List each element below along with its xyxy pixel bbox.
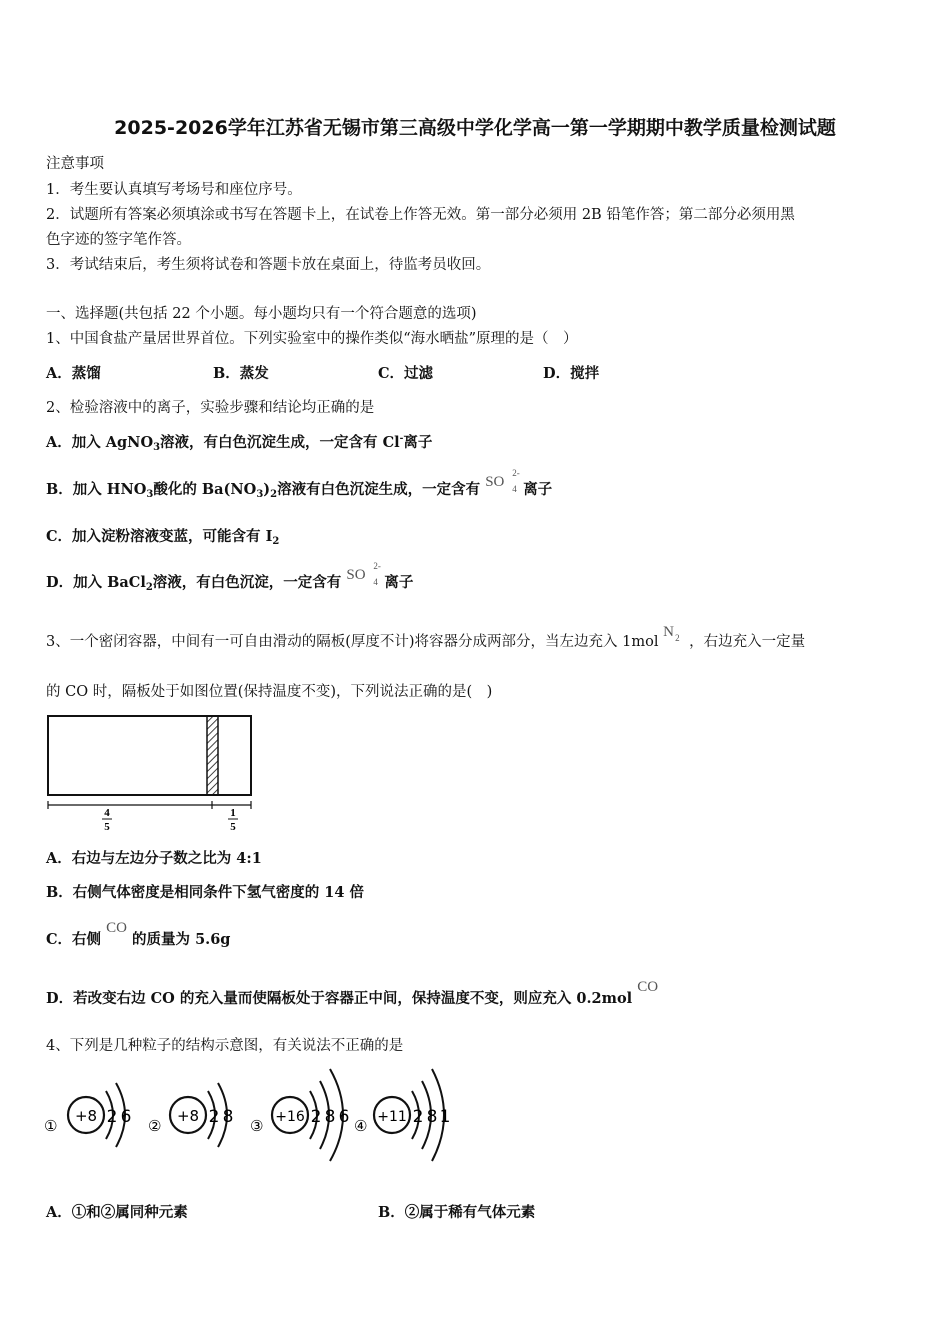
question-3-stem-line2: 的 CO 时，隔板处于如图位置(保持温度不变)，下列说法正确的是( ) [46,684,493,700]
shell-count: 2 [208,1107,220,1127]
q3-option-a: A．右边与左边分子数之比为 4:1 [46,850,262,867]
nucleus-charge: +8 [176,1107,200,1125]
particle-2 [148,1083,233,1147]
left-fraction-denominator: 5 [104,821,110,833]
q2-option-b: B．加入 $HNO_3$酸化的 $Ba(NO_3)_2$溶液有白色沉淀生成，一定含有 SO 4 2- 离子 [46,468,553,500]
co-formula: CO [106,920,127,936]
notice-item: 3．考试结束后，考生须将试卷和答题卡放在桌面上，待监考员收回。 [46,257,491,273]
particle-label: ② [148,1117,162,1135]
q1-option-c: C．过滤 [378,365,434,382]
q2-option-c: C．加入淀粉溶液变蓝，可能含有 $I_2$ [46,528,280,547]
shell-count: 8 [222,1107,234,1127]
shell-count: 2 [412,1107,424,1127]
partition [207,716,218,795]
container-diagram [46,713,256,835]
sulfate-formula: SO 4 2- [346,561,381,587]
co-formula: CO [637,979,659,995]
notice-item: 1．考生要认真填写考场号和座位序号。 [46,182,302,198]
q2-option-d: D．加入 BaCl$_2$溶液，有白色沉淀，一定含有 SO 4 2- 离子 [46,561,414,593]
atom-diagrams [40,1063,460,1169]
sulfate-formula: SO 4 2- [485,468,520,494]
q1-option-b: B．蒸发 [213,365,269,382]
container-outline [48,716,251,795]
particle-label: ④ [354,1117,368,1135]
left-fraction-numerator: 4 [104,807,110,819]
nucleus-charge: +8 [74,1107,98,1125]
question-4-stem: 4、下列是几种粒子的结构示意图，有关说法不正确的是 [46,1038,404,1054]
right-fraction-numerator: 1 [230,807,236,819]
shell-count: 2 [106,1107,118,1127]
q3-option-b: B．右侧气体密度是相同条件下氢气密度的 14 倍 [46,884,365,901]
question-1-stem: 1、中国食盐产量居世界首位。下列实验室中的操作类似“海水晒盐”原理的是（ ） [46,331,578,347]
q1-option-d: D．搅拌 [543,365,600,382]
particle-1 [44,1083,131,1147]
q3-option-d: D．若改变右边 CO 的充入量而使隔板处于容器正中间，保持温度不变，则应充入 0.2mol CO [46,979,659,1007]
particle-3 [250,1069,349,1161]
particle-label: ① [44,1117,58,1135]
q2-option-a: A．加入 AgNO$_3$溶液，有白色沉淀生成，一定含有 Cl-离子 [46,434,433,453]
shell-count: 6 [120,1107,132,1127]
particle-4 [354,1069,450,1161]
q4-option-a: A．①和②属同种元素 [46,1204,188,1221]
right-fraction-denominator: 5 [230,821,236,833]
q4-option-b: B．②属于稀有气体元素 [378,1204,536,1221]
page-title: 2025-2026学年江苏省无锡市第三高级中学化学高一第一学期期中教学质量检测试题 [114,117,836,139]
shell-count: 6 [338,1107,350,1127]
nucleus-charge: +16 [275,1109,305,1125]
question-3-stem-line1: 3、一个密闭容器，中间有一可自由滑动的隔板(厚度不计)将容器分成两部分，当左边充入 1mol N 2 ，右边充入一定量 [46,624,806,650]
question-2-stem: 2、检验溶液中的离子，实验步骤和结论均正确的是 [46,400,375,416]
notice-heading: 注意事项 [46,156,104,172]
nucleus-charge: +11 [377,1109,407,1125]
section-heading: 一、选择题(共包括 22 个小题。每小题均只有一个符合题意的选项) [46,306,477,322]
shell-count: 8 [426,1107,438,1127]
notice-item: 2．试题所有答案必须填涂或书写在答题卡上，在试卷上作答无效。第一部分必须用 2B 铅笔作答；第二部分必须用黑 [46,207,795,223]
nitrogen-formula: N 2 [663,624,680,643]
shell-count: 1 [439,1107,451,1127]
shell-count: 2 [310,1107,322,1127]
particle-label: ③ [250,1117,264,1135]
notice-item: 色字迹的签字笔作答。 [46,232,191,248]
q3-option-c: C．右侧 CO 的质量为 5.6g [46,920,231,948]
q1-option-a: A．蒸馏 [46,365,101,382]
shell-count: 8 [324,1107,336,1127]
